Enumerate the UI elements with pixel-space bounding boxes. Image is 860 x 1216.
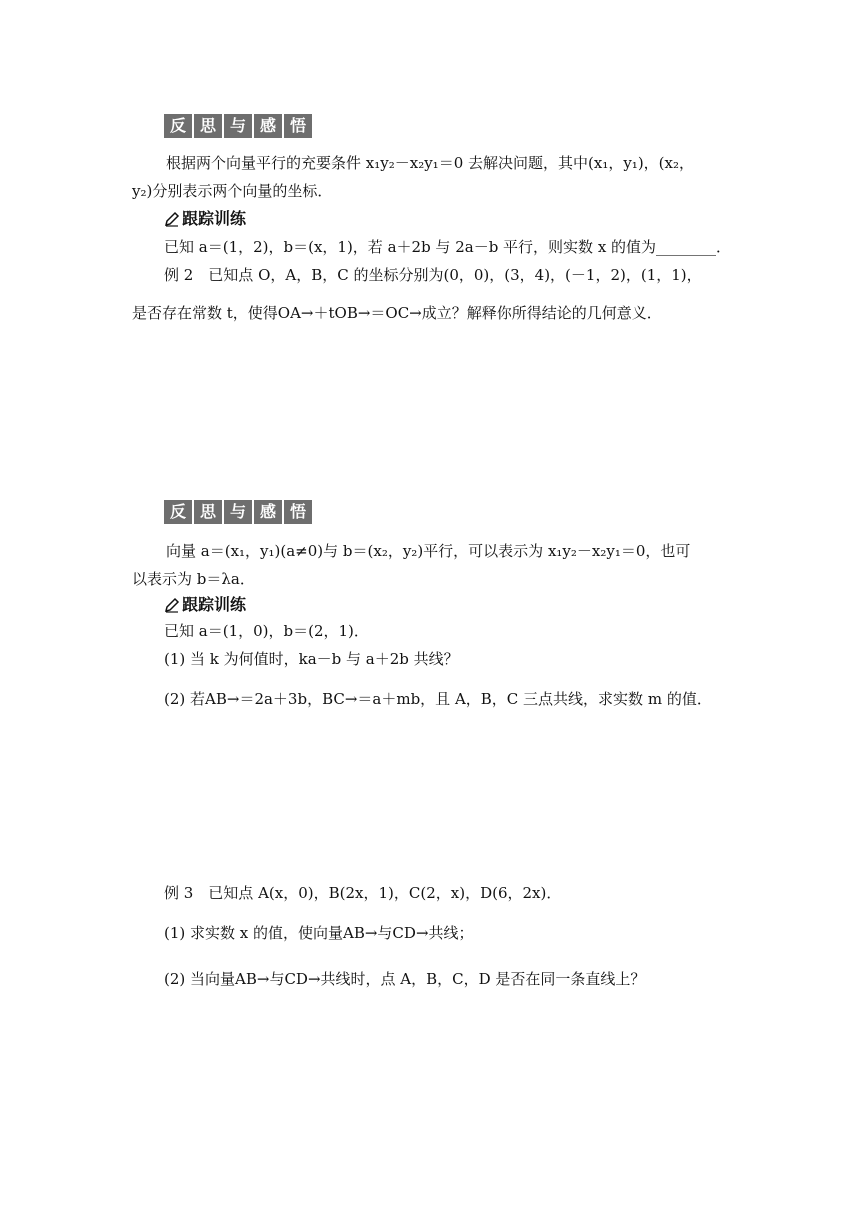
- exercise-text: 已知 a＝(1，2)，b＝(x，1)，若 a＋2b 与 2a－b 平行，则实数 x 的值为________．: [164, 238, 732, 256]
- exercise-question-1: (1) 当 k 为何值时，ka－b 与 a＋2b 共线？: [164, 650, 459, 668]
- tag-char: 反: [164, 500, 192, 524]
- tag-char: 悟: [284, 114, 312, 138]
- reflection-text: 以表示为 b＝λa．: [132, 570, 255, 588]
- pencil-icon: [164, 597, 180, 613]
- tracking-exercise-heading: [164, 208, 246, 230]
- example-3-line1: 例 3 已知点 A(x，0)，B(2x，1)，C(2，x)，D(6，2x)．: [164, 884, 562, 902]
- tracking-label: 跟踪训练: [182, 595, 247, 614]
- reflection-tag: [164, 500, 312, 524]
- tag-char: 感: [254, 114, 282, 138]
- tracking-label: 跟踪训练: [182, 209, 247, 228]
- example-2-line1: 例 2 已知点 O，A，B，C 的坐标分别为(0，0)，(3，4)，(－1，2)，(1，1)，: [164, 266, 702, 284]
- tag-char: 思: [194, 114, 222, 138]
- tag-char: 反: [164, 114, 192, 138]
- pencil-icon: [164, 211, 180, 227]
- tag-char: 与: [224, 114, 252, 138]
- reflection-text: y₂)分别表示两个向量的坐标．: [132, 182, 333, 200]
- exercise-question-2: (2) 若AB→＝2a＋3b，BC→＝a＋mb，且 A，B，C 三点共线，求实数 m 的值．: [164, 690, 712, 708]
- tracking-exercise-heading: [164, 594, 246, 616]
- tag-char: 思: [194, 500, 222, 524]
- example-3-question-2: (2) 当向量AB→与CD→共线时，点 A，B，C，D 是否在同一条直线上？: [164, 970, 646, 988]
- tag-char: 悟: [284, 500, 312, 524]
- reflection-text: 向量 a＝(x₁，y₁)(a≠0)与 b＝(x₂，y₂)平行，可以表示为 x₁y₂－x₂y₁＝0，也可: [166, 542, 691, 560]
- exercise-intro: 已知 a＝(1，0)，b＝(2，1)．: [164, 622, 369, 640]
- reflection-text: 根据两个向量平行的充要条件 x₁y₂－x₂y₁＝0 去解决问题，其中(x₁，y₁)，(x₂，: [166, 154, 694, 172]
- tag-char: 与: [224, 500, 252, 524]
- example-3-question-1: (1) 求实数 x 的值，使向量AB→与CD→共线；: [164, 924, 474, 942]
- example-2-line2: 是否存在常数 t，使得OA→＋tOB→＝OC→成立？解释你所得结论的几何意义．: [132, 304, 662, 322]
- reflection-tag: [164, 114, 312, 138]
- tag-char: 感: [254, 500, 282, 524]
